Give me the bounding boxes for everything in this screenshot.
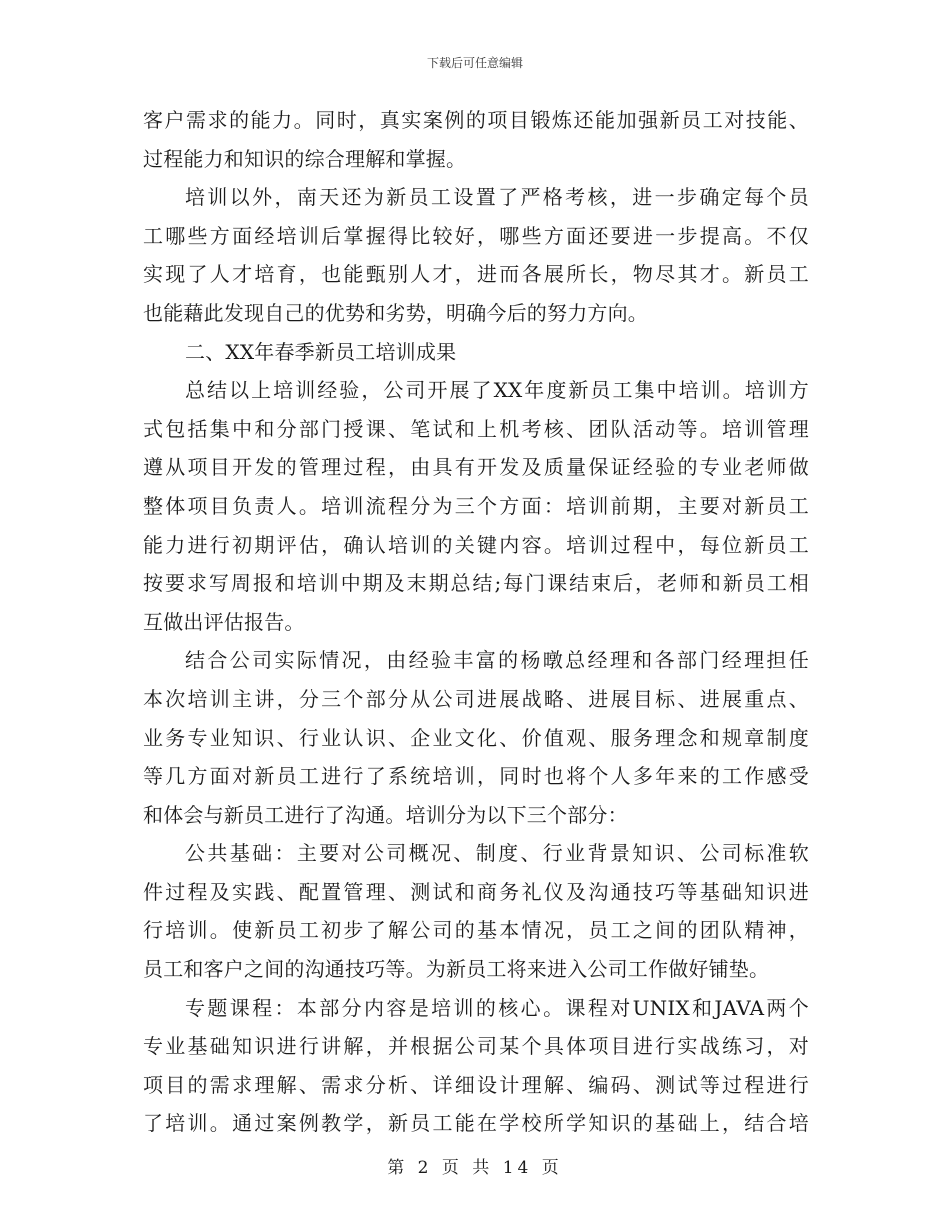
text-line: 整体项目负责人。培训流程分为三个方面：培训前期，主要对新员工 xyxy=(143,493,809,518)
text-line: 项目的需求理解、需求分析、详细设计理解、编码、测试等过程进行 xyxy=(143,1072,809,1097)
text-line: 实现了人才培育，也能甄别人才，进而各展所长，物尽其才。新员工 xyxy=(143,262,809,287)
text-line: 总结以上培训经验，公司开展了XX年度新员工集中培训。培训方 xyxy=(185,378,809,403)
text-line: 公共基础：主要对公司概况、制度、行业背景知识、公司标准软 xyxy=(185,841,809,866)
text-line: 和体会与新员工进行了沟通。培训分为以下三个部分： xyxy=(143,802,628,827)
page-header: 下载后可任意编辑 xyxy=(426,56,523,70)
text-line: 本次培训主讲，分三个部分从公司进展战略、进展目标、进展重点、 xyxy=(143,686,809,711)
text-line: 结合公司实际情况，由经验丰富的杨暾总经理和各部门经理担任 xyxy=(185,648,809,673)
text-line: 遵从项目开发的管理过程，由具有开发及质量保证经验的专业老师做 xyxy=(143,455,809,480)
text-line: 工哪些方面经培训后掌握得比较好，哪些方面还要进一步提高。不仅 xyxy=(143,223,809,248)
text-line: 培训以外，南天还为新员工设置了严格考核，进一步确定每个员 xyxy=(185,185,809,210)
text-line: 能力进行初期评估，确认培训的关键内容。培训过程中，每位新员工 xyxy=(143,532,809,557)
text-line: 员工和客户之间的沟通技巧等。为新员工将来进入公司工作做好铺垫。 xyxy=(143,957,770,982)
text-line: 式包括集中和分部门授课、笔试和上机考核、团队活动等。培训管理 xyxy=(143,416,809,441)
text-line: 等几方面对新员工进行了系统培训，同时也将个人多年来的工作感受 xyxy=(143,764,809,789)
text-line: 客户需求的能力。同时，真实案例的项目锻炼还能加强新员工对技能、 xyxy=(143,108,809,132)
section-heading: 二、XX年春季新员工培训成果 xyxy=(185,339,457,364)
text-line: 按要求写周报和培训中期及末期总结;每门课结束后，老师和新员工相 xyxy=(143,571,809,596)
page-number: 第 2 页 共 14 页 xyxy=(387,1158,563,1178)
document-body xyxy=(143,101,809,1143)
text-line: 业务专业知识、行业认识、企业文化、价值观、服务理念和规章制度 xyxy=(143,725,809,750)
text-line: 专题课程：本部分内容是培训的核心。课程对UNIX和JAVA两个 xyxy=(185,995,809,1020)
text-line: 件过程及实践、配置管理、测试和商务礼仪及沟通技巧等基础知识进 xyxy=(143,879,809,904)
text-line: 过程能力和知识的综合理解和掌握。 xyxy=(143,146,467,171)
text-line: 行培训。使新员工初步了解公司的基本情况，员工之间的团队精神， xyxy=(143,918,809,943)
text-line: 了培训。通过案例教学，新员工能在学校所学知识的基础上，结合培 xyxy=(143,1111,809,1136)
text-line: 专业基础知识进行讲解，并根据公司某个具体项目进行实战练习，对 xyxy=(143,1034,809,1059)
text-line: 也能藉此发现自己的优势和劣势，明确今后的努力方向。 xyxy=(143,300,648,325)
text-line: 互做出评估报告。 xyxy=(143,609,305,634)
